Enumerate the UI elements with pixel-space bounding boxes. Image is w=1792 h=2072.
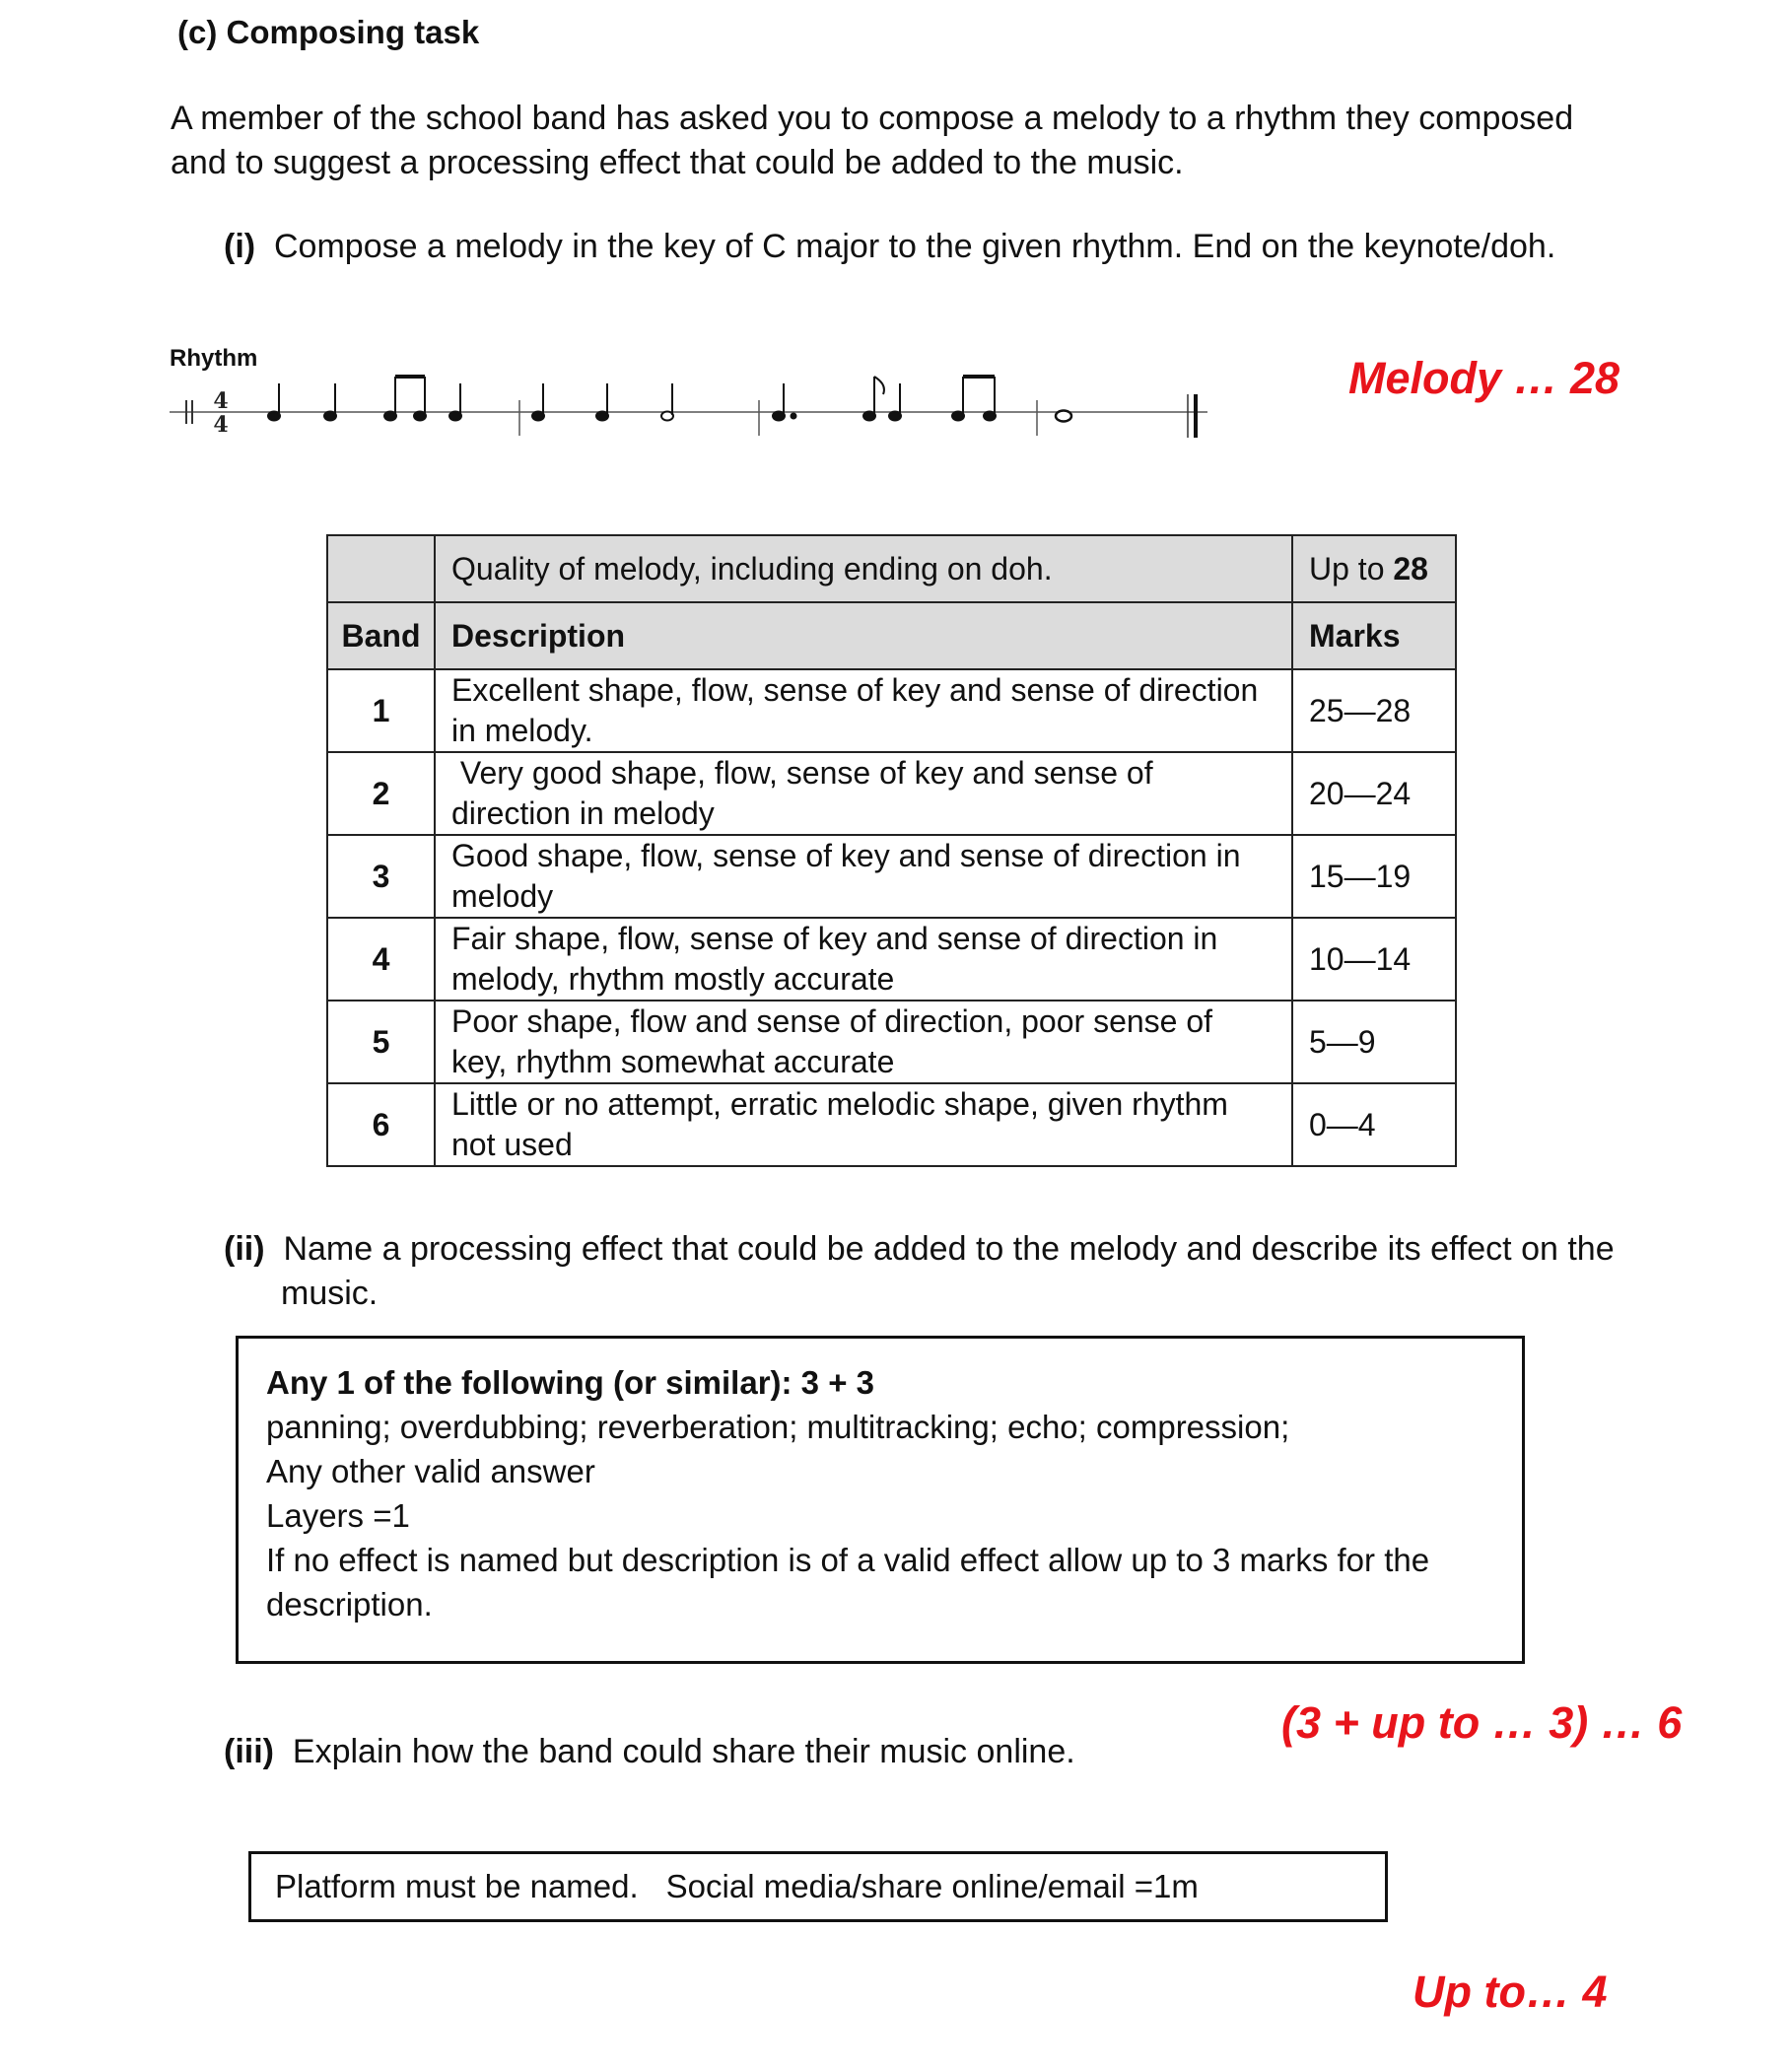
- band-marks: 20—24: [1292, 752, 1456, 835]
- band-number: 2: [327, 752, 435, 835]
- intro-paragraph: A member of the school band has asked you to compose a melody to a rhythm they composed and to suggest a processing effect that could be added to the music.: [171, 100, 1574, 181]
- table-header-row: [327, 602, 1456, 669]
- answer-iii-part1: Platform must be named.: [275, 1868, 639, 1904]
- table-title: Quality of melody, including ending on doh.: [435, 535, 1292, 602]
- answer-ii-line: Any other valid answer: [266, 1453, 595, 1489]
- question-i-text: Compose a melody in the key of C major to the given rhythm. End on the keynote/doh.: [274, 228, 1556, 265]
- answer-ii-line: Layers =1: [266, 1497, 410, 1534]
- marking-rubric-table: [326, 534, 1457, 1167]
- band-marks: 0—4: [1292, 1083, 1456, 1166]
- answer-iii-part2: Social media/share online/email =1m: [665, 1868, 1199, 1904]
- rhythm-label: Rhythm: [170, 345, 258, 372]
- table-row: [327, 1001, 1456, 1083]
- up-to-value: 28: [1393, 550, 1428, 587]
- table-row: [327, 835, 1456, 918]
- question-ii-marks: (3 + up to … 3) … 6: [1281, 1697, 1683, 1748]
- rhythm-staff-icon: [168, 355, 1232, 453]
- column-header-band: Band: [327, 602, 435, 669]
- table-row: [327, 752, 1456, 835]
- question-iii-number: (iii): [224, 1733, 274, 1770]
- question-iii: [224, 1730, 1075, 1774]
- question-i-number: (i): [224, 228, 256, 265]
- table-row: [327, 669, 1456, 752]
- table-up-to: [1292, 535, 1456, 602]
- question-ii-continuation: music.: [281, 1275, 379, 1312]
- table-row: [327, 918, 1456, 1001]
- band-number: 5: [327, 1001, 435, 1083]
- band-number: 4: [327, 918, 435, 1001]
- question-ii-text: Name a processing effect that could be added to the melody and describe its effect on the: [283, 1230, 1615, 1268]
- table-top-left-cell: [327, 535, 435, 602]
- band-marks: 5—9: [1292, 1001, 1456, 1083]
- band-marks: 10—14: [1292, 918, 1456, 1001]
- answer-ii-heading: Any 1 of the following (or similar): 3 + 3: [266, 1364, 874, 1401]
- band-marks: 15—19: [1292, 835, 1456, 918]
- answer-ii-line: If no effect is named but description is of a valid effect allow up to 3 marks for the description.: [266, 1542, 1430, 1623]
- band-description: Fair shape, flow, sense of key and sense of direction in melody, rhythm mostly accurate: [435, 918, 1292, 1001]
- svg-text:4: 4: [213, 388, 229, 414]
- question-ii: [224, 1227, 1633, 1316]
- band-description: Good shape, flow, sense of key and sense of direction in melody: [435, 835, 1292, 918]
- table-title-row: [327, 535, 1456, 602]
- up-to-prefix: Up to: [1309, 550, 1394, 587]
- band-description: Excellent shape, flow, sense of key and sense of direction in melody.: [435, 669, 1292, 752]
- band-number: 3: [327, 835, 435, 918]
- answer-box-iii: [248, 1851, 1388, 1922]
- band-number: 6: [327, 1083, 435, 1166]
- section-heading: (c) Composing task: [177, 14, 480, 50]
- band-description: Poor shape, flow and sense of direction, poor sense of key, rhythm somewhat accurate: [435, 1001, 1292, 1083]
- question-iii-marks: Up to… 4: [1413, 1967, 1608, 2017]
- table-row: [327, 1083, 1456, 1166]
- band-description: Very good shape, flow, sense of key and sense of direction in melody: [435, 752, 1292, 835]
- band-marks: 25—28: [1292, 669, 1456, 752]
- column-header-marks: Marks: [1292, 602, 1456, 669]
- column-header-description: Description: [435, 602, 1292, 669]
- question-i: [224, 225, 1555, 269]
- band-number: 1: [327, 669, 435, 752]
- svg-text:4: 4: [213, 412, 229, 438]
- answer-box-ii: [236, 1336, 1525, 1664]
- question-ii-number: (ii): [224, 1230, 265, 1268]
- band-description: Little or no attempt, erratic melodic shape, given rhythm not used: [435, 1083, 1292, 1166]
- question-iii-text: Explain how the band could share their music online.: [292, 1733, 1075, 1770]
- melody-marks: Melody … 28: [1348, 353, 1620, 403]
- answer-ii-line: panning; overdubbing; reverberation; multitracking; echo; compression;: [266, 1409, 1290, 1445]
